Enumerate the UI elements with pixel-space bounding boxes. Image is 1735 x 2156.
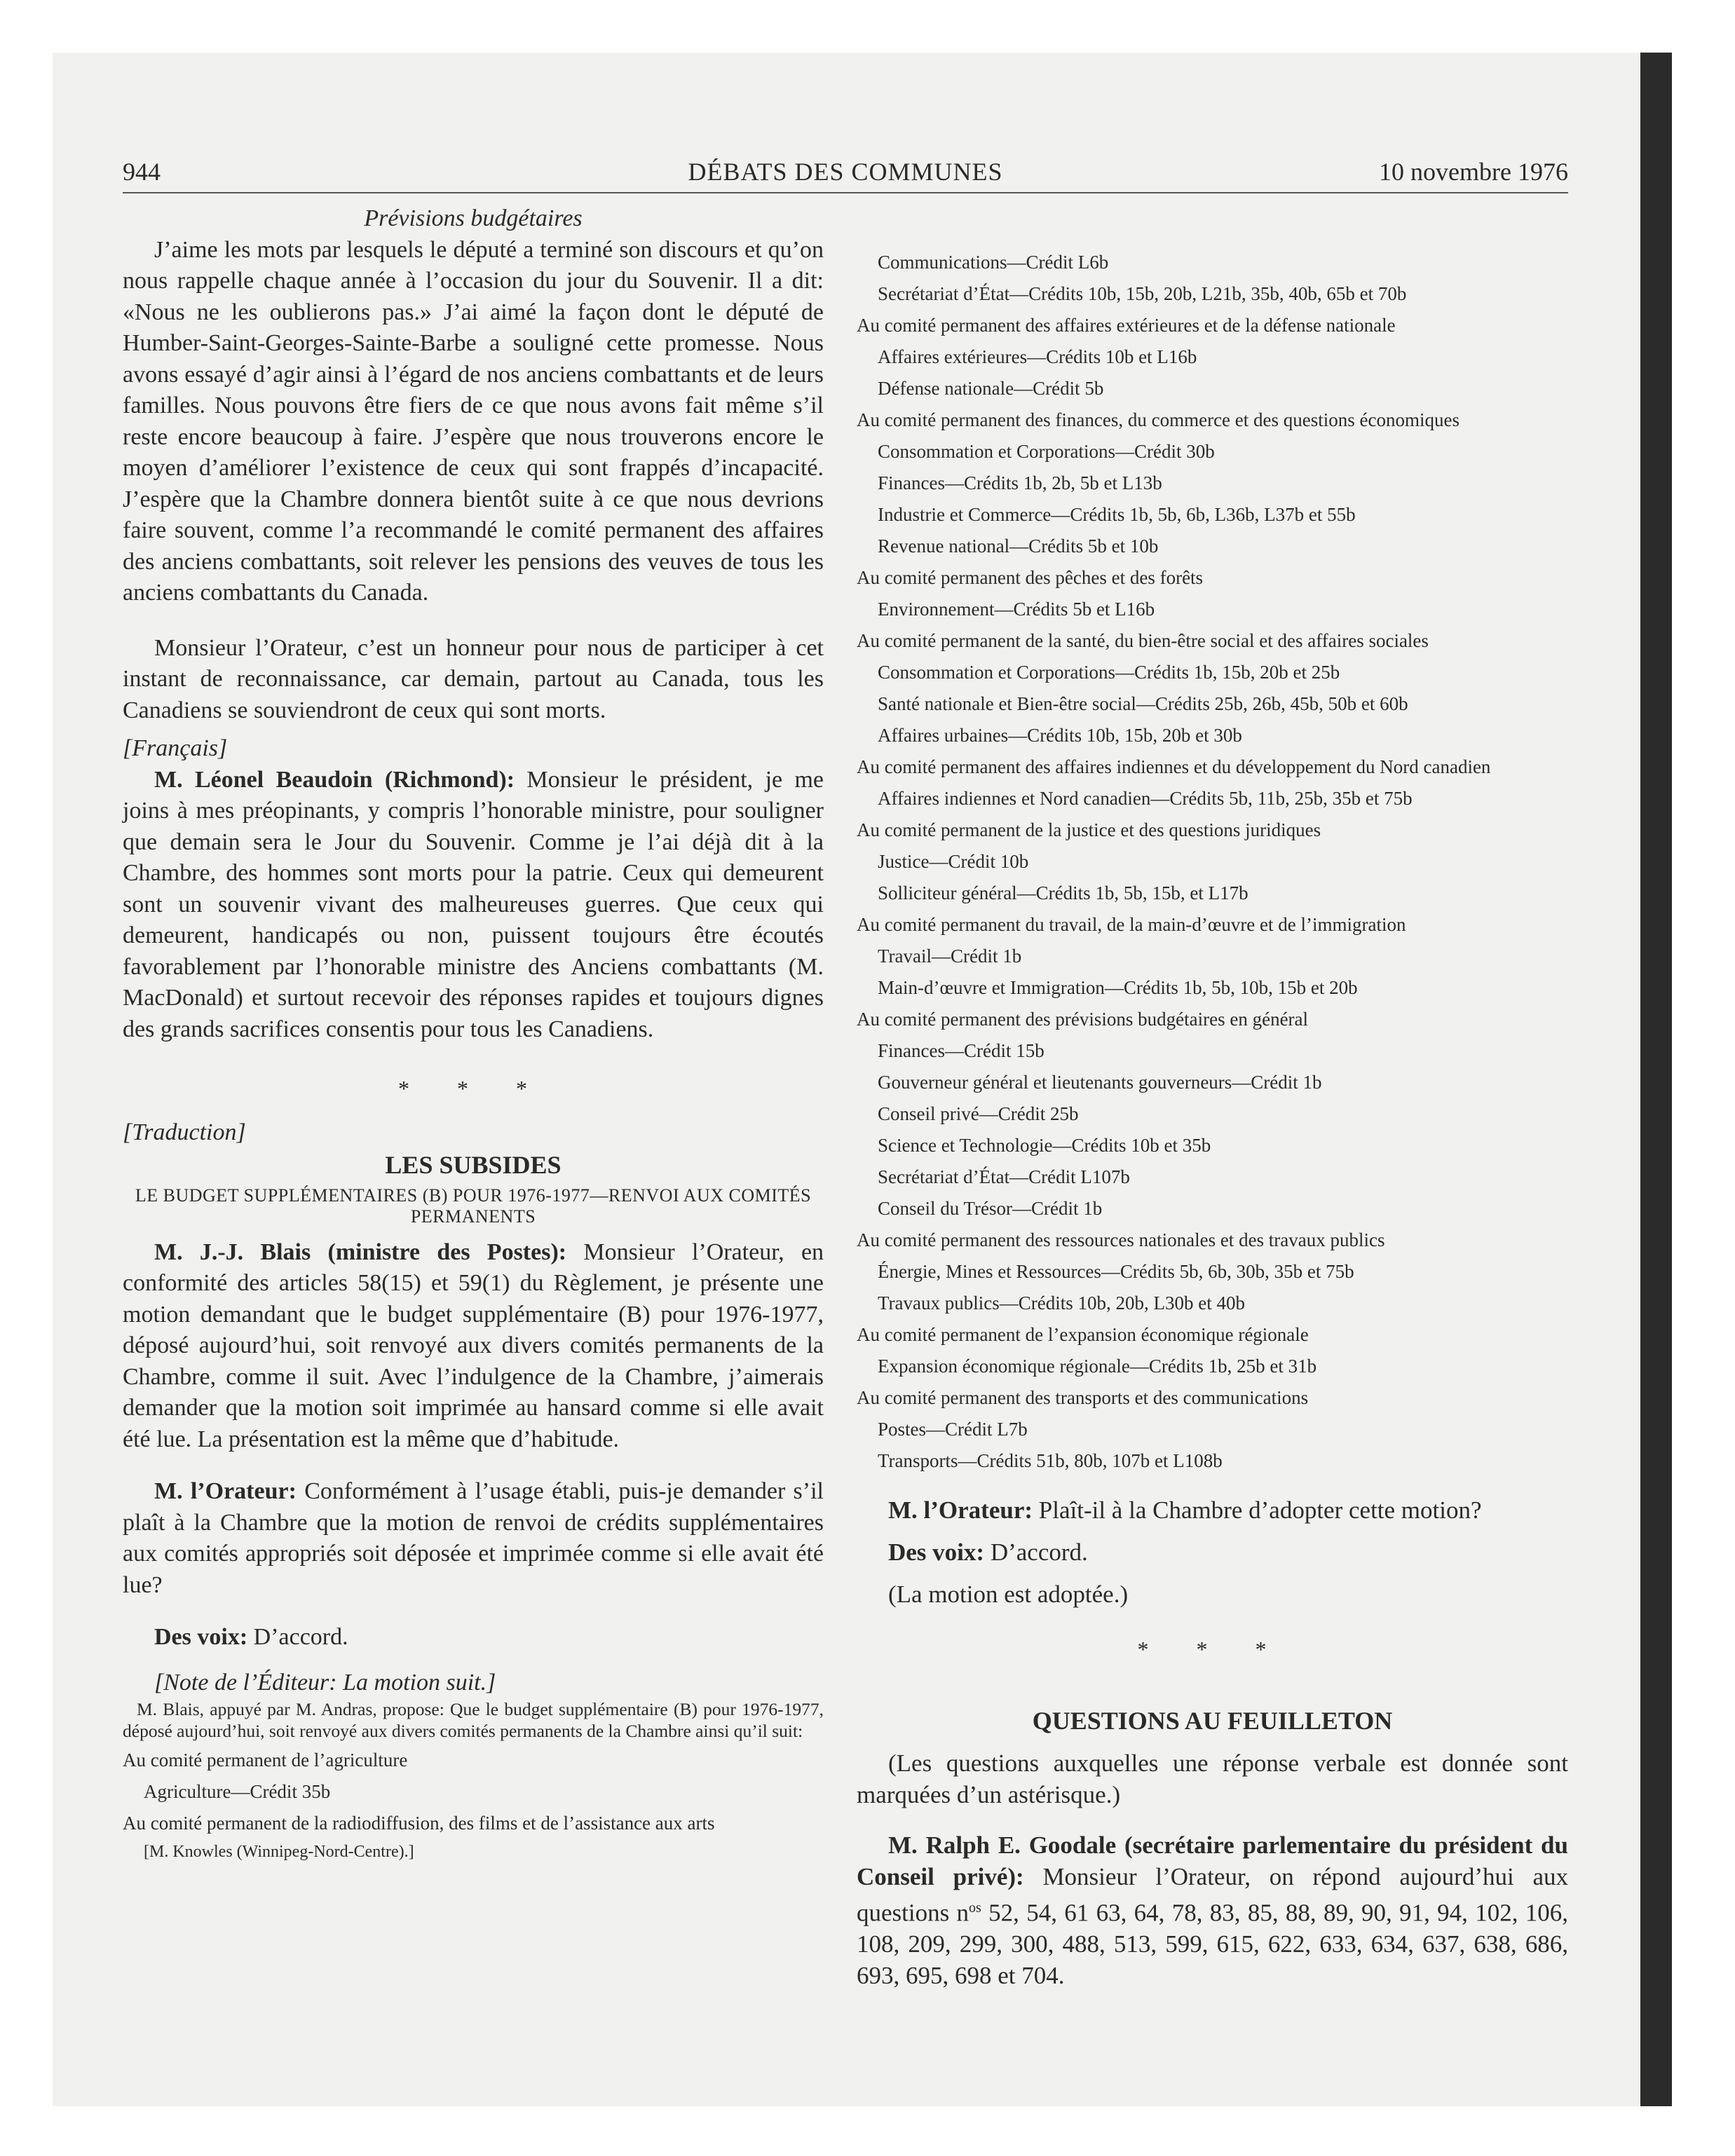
credit-line: Communications—Crédit L6b	[878, 252, 1109, 273]
speech-orateur-vote	[857, 1489, 1568, 1531]
credit-line: Affaires urbaines—Crédits 10b, 15b, 20b et 30b	[878, 725, 1242, 746]
speaker-name: M. Léonel Beaudoin	[154, 766, 373, 793]
speech-voix-vote	[857, 1531, 1568, 1574]
credit-line: Finances—Crédit 15b	[878, 1040, 1045, 1061]
speech-text: D’accord.	[253, 1624, 348, 1650]
committee-heading: Au comité permanent de l’expansion économique régionale	[857, 1324, 1309, 1345]
credit-line: Consommation et Corporations—Crédits 1b, 15b, 20b et 25b	[878, 662, 1340, 683]
committee-list-left	[123, 1745, 824, 1864]
language-tag-francais: [Français]	[123, 735, 228, 761]
speech-text: Monsieur l’Orateur, on répond aujourd’hui aux questions n	[857, 1862, 1569, 1927]
credit-line: Défense nationale—Crédit 5b	[878, 378, 1104, 399]
credit-line: Environnement—Crédits 5b et L16b	[878, 599, 1155, 620]
credit-line: Énergie, Mines et Ressources—Crédits 5b, 6b, 30b, 35b et 75b	[878, 1261, 1354, 1282]
speaker-name: Des voix:	[154, 1624, 248, 1650]
credit-line: Main-d’œuvre et Immigration—Crédits 1b, 5b, 10b, 15b et 20b	[878, 977, 1358, 998]
section-title-questions: QUESTIONS AU FEUILLETON	[1032, 1707, 1393, 1735]
running-header	[123, 156, 1568, 193]
credit-line: Finances—Crédits 1b, 2b, 5b et L13b	[878, 472, 1162, 493]
credit-line: Transports—Crédits 51b, 80b, 107b et L108b	[878, 1450, 1223, 1471]
speaker-name: M. l’Orateur:	[154, 1478, 297, 1504]
credit-line: Agriculture—Crédit 35b	[144, 1781, 331, 1802]
credit-line: Conseil du Trésor—Crédit 1b	[878, 1198, 1103, 1219]
motion-adopted: (La motion est adoptée.)	[888, 1581, 1129, 1608]
speech-voix	[123, 1622, 824, 1653]
speech-beaudoin	[123, 765, 824, 1046]
speaker-name: M. l’Orateur:	[888, 1496, 1033, 1524]
committee-list-right	[857, 247, 1568, 1477]
question-numbers: 52, 54, 61 63, 64, 78, 83, 85, 88, 89, 90, 91, 94, 102, 106, 108, 209, 299, 300, 488, 513, 599, 615, 622, 633, 634, 637, 638, 686, 693, 695, 698 et 704.	[857, 1899, 1569, 1989]
committee-heading: Au comité permanent de la santé, du bien-être social et des affaires sociales	[857, 630, 1429, 651]
committee-heading: Au comité permanent des affaires extérieures et de la défense nationale	[857, 315, 1396, 336]
committee-heading: Au comité permanent des finances, du commerce et des questions économiques	[857, 409, 1460, 430]
credit-line: Industrie et Commerce—Crédits 1b, 5b, 6b, L36b, L37b et 55b	[878, 504, 1356, 525]
credit-line: Affaires extérieures—Crédits 10b et L16b	[878, 346, 1197, 367]
speaker-role: (ministre des Postes):	[327, 1239, 567, 1265]
issue-date: 10 novembre 1976	[1379, 158, 1568, 186]
speech-text: Monsieur l’Orateur, en conformité des articles 58(15) et 59(1) du Règlement, je présente une motion demandant que le budget supplémentaire (B) pour 1976-1977, déposé aujourd’hui, soit renvoyé aux divers comités permanents de la Chambre, comme il suit. Avec l’indulgence de la Chambre, j’aimerais demander que la motion soit imprimée au hansard comme si elle avait été lue. La présentation est la même que d’habitude.	[123, 1239, 824, 1452]
speaker-name: M. J.-J. Blais	[154, 1239, 311, 1265]
section-separator: * * *	[1137, 1637, 1288, 1662]
committee-heading: Au comité permanent de la justice et des questions juridiques	[857, 819, 1321, 840]
motion-text: M. Blais, appuyé par M. Andras, propose: Que le budget supplémentaire (B) pour 1976-1977, déposé aujourd’hui, soit renvoyé aux divers comités permanents de la Chambre ainsi qu’il suit:	[123, 1699, 824, 1741]
speech-paragraph-2: Monsieur l’Orateur, c’est un honneur pour nous de participer à cet instant de reconnaissance, car demain, partout au Canada, tous les Canadiens se souviendront de ceux qui sont morts.	[123, 634, 824, 723]
section-separator: * * *	[398, 1076, 548, 1101]
section-subheading: LE BUDGET SUPPLÉMENTAIRES (B) POUR 1976-1977—RENVOI AUX COMITÉS PERMANENTS	[135, 1185, 812, 1227]
section-title-previsions: Prévisions budgétaires	[364, 205, 583, 231]
credit-line: Gouverneur général et lieutenants gouverneurs—Crédit 1b	[878, 1072, 1322, 1093]
questions-intro: (Les questions auxquelles une réponse verbale est donnée sont marquées d’un astérisque.)	[857, 1749, 1568, 1808]
credit-line: Affaires indiennes et Nord canadien—Crédits 5b, 11b, 25b, 35b et 75b	[878, 788, 1413, 809]
speech-text: D’accord.	[990, 1538, 1088, 1566]
committee-heading: Au comité permanent des transports et des communications	[857, 1387, 1309, 1408]
committee-heading: Au comité permanent des prévisions budgétaires en général	[857, 1009, 1309, 1030]
committee-heading: Au comité permanent des pêches et des forêts	[857, 567, 1204, 588]
section-title-subsides: LES SUBSIDES	[385, 1150, 562, 1179]
editor-note: [Note de l’Éditeur: La motion suit.]	[154, 1669, 496, 1696]
credit-line: Justice—Crédit 10b	[878, 851, 1029, 872]
committee-heading: Au comité permanent des affaires indiennes et du développement du Nord canadien	[857, 756, 1491, 777]
binding-spine	[1640, 53, 1672, 2106]
speech-text: Plaît-il à la Chambre d’adopter cette motion?	[1038, 1496, 1482, 1524]
member-reference: [M. Knowles (Winnipeg-Nord-Centre).]	[144, 1843, 414, 1861]
committee-heading: Au comité permanent de la radiodiffusion, des films et de l’assistance aux arts	[123, 1813, 715, 1834]
speech-blais	[123, 1237, 824, 1456]
committee-heading: Au comité permanent des ressources nationales et des travaux publics	[857, 1229, 1385, 1250]
speaker-name: Des voix:	[888, 1538, 985, 1566]
credit-line: Secrétariat d’État—Crédits 10b, 15b, 20b, L21b, 35b, 40b, 65b et 70b	[878, 283, 1407, 304]
credit-line: Science et Technologie—Crédits 10b et 35b	[878, 1135, 1211, 1156]
credit-line: Travail—Crédit 1b	[878, 946, 1022, 967]
speech-paragraph-1: J’aime les mots par lesquels le député a terminé son discours et qu’on nous rappelle chaque année à l’occasion du jour du Souvenir. Il a dit: «Nous ne les oublierons pas.» J’ai aimé la façon dont le député de Humber-Saint-Georges-Sainte-Barbe a souligné cette promesse. Nous avons essayé d’agir ainsi à l’égard de nos anciens combattants et de leurs familles. Nous pouvons être fiers de ce que nous avons fait même s’il reste encore beaucoup à faire. J’espère que nous trouverons encore le moyen d’améliorer l’existence de ceux qui sont frappés d’incapacité. J’espère que la Chambre donnera bientôt suite à ce que nous devrions faire souvent, comme l’a recommandé le comité permanent des affaires des anciens combattants, soit relever les pensions des veuves de tous les anciens combattants du Canada.	[123, 236, 824, 606]
language-tag-traduction: [Traduction]	[123, 1119, 246, 1145]
left-column	[123, 203, 824, 1864]
credit-line: Revenue national—Crédits 5b et 10b	[878, 535, 1159, 557]
credit-line: Expansion économique régionale—Crédits 1b, 25b et 31b	[878, 1356, 1317, 1377]
speech-orateur	[123, 1476, 824, 1601]
committee-heading: Au comité permanent du travail, de la main-d’œuvre et de l’immigration	[857, 914, 1406, 935]
speaker-riding: (Richmond):	[384, 766, 515, 793]
speech-goodale	[857, 1830, 1568, 1991]
credit-line: Travaux publics—Crédits 10b, 20b, L30b et 40b	[878, 1292, 1245, 1314]
credit-line: Conseil privé—Crédit 25b	[878, 1103, 1079, 1124]
superscript: os	[969, 1900, 981, 1916]
speech-text: Monsieur le président, je me joins à mes préopinants, y compris l’honorable ministre, pour souligner que demain sera le Jour du Souvenir. Comme je l’ai déjà dit à la Chambre, des hommes sont morts pour la patrie. Ceux qui demeurent sont un souvenir vivant des malheureuses guerres. Que ceux qui demeurent, handicapés ou non, puissent toujours être écoutés favorablement par l’honorable ministre des Anciens combattants (M. MacDonald) et surtout recevoir des réponses rapides et toujours dignes des grands sacrifices consentis pour tous les Canadiens.	[123, 766, 824, 1042]
speaker-name: M. Ralph E. Goodale (secrétaire parlementaire du président du Conseil privé):	[857, 1831, 1568, 1890]
credit-line: Secrétariat d’État—Crédit L107b	[878, 1166, 1130, 1187]
credit-line: Santé nationale et Bien-être social—Crédits 25b, 26b, 45b, 50b et 60b	[878, 693, 1408, 714]
credit-line: Consommation et Corporations—Crédit 30b	[878, 441, 1215, 462]
credit-line: Solliciteur général—Crédits 1b, 5b, 15b, et L17b	[878, 882, 1248, 903]
credit-line: Postes—Crédit L7b	[878, 1419, 1028, 1440]
publication-title: DÉBATS DES COMMUNES	[688, 158, 1003, 186]
speech-text: Conformément à l’usage établi, puis-je demander s’il plaît à la Chambre que la motion de renvoi de crédits supplémentaires aux comités appropriés soit déposée et imprimée comme si elle avait été lue?	[123, 1478, 824, 1598]
page-number: 944	[123, 158, 161, 186]
right-column	[857, 247, 1568, 1991]
committee-heading: Au comité permanent de l’agriculture	[123, 1749, 408, 1770]
